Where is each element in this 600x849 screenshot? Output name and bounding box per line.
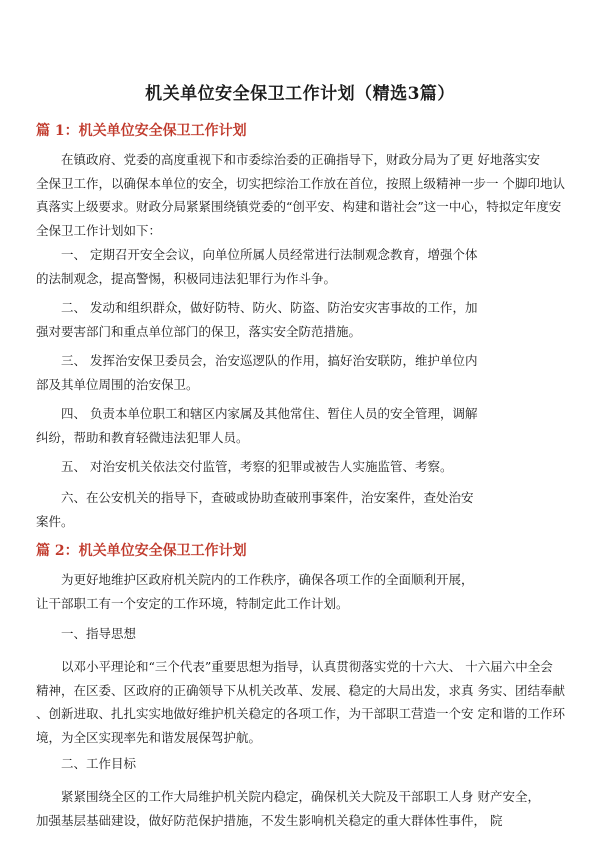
section-2-subheading-guiding: 一、指导思想	[36, 626, 137, 641]
section-2-paragraph-guiding: 以邓小平理论和“三个代表”重要思想为指导，认真贯彻落实党的十六大、 十六届六中全会 精神，在区委、区政府的正确领导下从机关改革、发展、稳定的大局出发，求真 务实、团结奉献 、创新进取、扎扎实实地做好维护机关稳定的各项工作，为干部职工营造一个安 定和谐的工作环 境，为全区实现率先和谐发展保驾护航。	[36, 659, 565, 745]
section-1-item-4: 四、 负责本单位职工和辖区内家属及其他常住、暂住人员的安全管理，调解 纠纷，帮助和教育轻微违法犯罪人员。	[36, 406, 478, 445]
page-title: 机关单位安全保卫工作计划（精选3篇）	[145, 84, 455, 104]
section-1-paragraph-intro: 在镇政府、党委的高度重视下和市委综治委的正确指导下，财政分局为了更 好地落实安 全保卫工作，以确保本单位的安全，切实把综治工作放在首位，按照上级精神一步一 个脚印地认 真落实上级要求。财政分局紧紧围绕镇党委的“创平安、构建和谐社会”这一中心，特拟定年度安 全保卫工作计划如下：	[36, 152, 565, 238]
section-1-heading: 篇 1：机关单位安全保卫工作计划	[36, 123, 247, 139]
section-1-item-3: 三、 发挥治安保卫委员会，治安巡逻队的作用，搞好治安联防，维护单位内 部及其单位周围的治安保卫。	[36, 353, 478, 392]
section-2-subheading-goals: 二、工作目标	[36, 756, 137, 771]
section-1-item-1: 一、 定期召开安全会议，向单位所属人员经常进行法制观念教育，增强个体 的法制观念，提高警惕，积极同违法犯罪行为作斗争。	[36, 247, 478, 286]
section-2-paragraph-goals: 紧紧围绕全区的工作大局维护机关院内稳定，确保机关大院及干部职工人身 财产安全， 加强基层基础建设，做好防范保护措施，不发生影响机关稳定的重大群体性事件， 院	[36, 789, 540, 828]
section-1-item-5: 五、 对治安机关依法交付监管，考察的犯罪或被告人实施监管、考察。	[36, 459, 453, 474]
section-1-item-2: 二、 发动和组织群众，做好防特、防火、防盗、防治安灾害事故的工作，加 强对要害部门和重点单位部门的保卫，落实安全防范措施。	[36, 300, 478, 339]
section-2-paragraph-intro: 为更好地维护区政府机关院内的工作秩序，确保各项工作的全面顺利开展， 让干部职工有一个安定的工作环境，特制定此工作计划。	[36, 572, 474, 611]
section-2-heading: 篇 2：机关单位安全保卫工作计划	[36, 543, 247, 559]
section-1-item-6: 六、在公安机关的指导下，查破或协助查破刑事案件，治安案件，查处治安 案件。	[36, 490, 474, 529]
